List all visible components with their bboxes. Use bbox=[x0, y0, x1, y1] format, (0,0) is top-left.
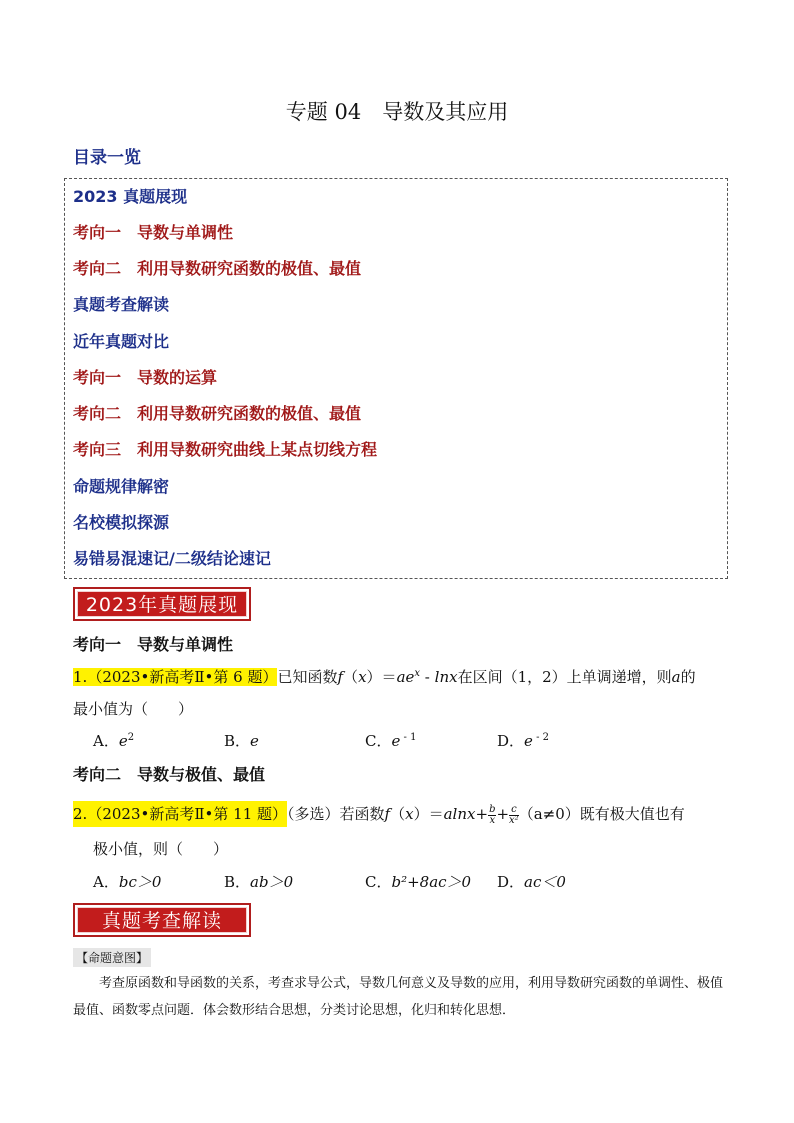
toc-box bbox=[64, 178, 728, 579]
toc-item[interactable]: 近年真题对比 bbox=[73, 332, 170, 351]
question-1-line-1: 1.（2023•新高考Ⅱ•第 6 题）已知函数$f(x)=ae^x - \ln x$在区间（1，2）上单调递增，则a的 bbox=[73, 668, 696, 686]
intent-paragraph: 考查原函数和导函数的关系，考查求导公式，导数几何意义及导数的应用，利用导数研究函数的单调性、极值最值、函数零点问题．体会数形结合思想，分类讨论思想，化归和转化思想． bbox=[73, 976, 724, 1018]
banner-label: 真题考查解读 bbox=[77, 907, 247, 933]
option-c[interactable]: C．e $^{- 1}$ bbox=[365, 732, 417, 750]
toc-item[interactable]: 考向二 利用导数研究函数的极值、最值 bbox=[73, 259, 362, 278]
section-heading: 考向一 导数与单调性 bbox=[73, 635, 234, 654]
question-1-line-2: 最小值为（ ） bbox=[73, 700, 194, 718]
fraction-c-over-x2: $\frac{c}{\text{x²}}$ bbox=[509, 803, 519, 826]
question-2-line-2: 极小值，则（ ） bbox=[93, 840, 229, 858]
toc-heading: 目录一览 bbox=[73, 148, 141, 168]
fraction-b-over-x: $\frac{b}{x}$ bbox=[489, 803, 496, 826]
toc-item[interactable]: 考向一 导数的运算 bbox=[73, 368, 218, 387]
option-c[interactable]: C．b²+8ac＞0 bbox=[365, 873, 472, 891]
toc-item[interactable]: 真题考查解读 bbox=[73, 295, 170, 314]
option-a[interactable]: A．bc＞0 bbox=[93, 873, 162, 891]
toc-item[interactable]: 名校模拟探源 bbox=[73, 513, 170, 532]
section-banner-2023 bbox=[73, 587, 251, 621]
intent-tag: 【命题意图】 bbox=[73, 948, 151, 967]
toc-item[interactable]: 考向三 利用导数研究曲线上某点切线方程 bbox=[73, 440, 378, 459]
banner-label: 2023年真题展现 bbox=[77, 591, 247, 617]
toc-item[interactable]: 考向二 利用导数研究函数的极值、最值 bbox=[73, 404, 362, 423]
option-a[interactable]: A．$e^2$ bbox=[93, 732, 135, 750]
page-title: 专题 04 导数及其应用 bbox=[285, 100, 509, 124]
option-b[interactable]: B．e bbox=[224, 732, 259, 750]
option-d[interactable]: D．ac＜0 bbox=[497, 873, 566, 891]
question-number-highlight: 2.（2023•新高考Ⅱ•第 11 题） bbox=[73, 801, 287, 827]
option-d[interactable]: D．e $^{- 2}$ bbox=[497, 732, 550, 750]
section-heading: 考向二 导数与极值、最值 bbox=[73, 765, 266, 784]
option-b[interactable]: B．ab＞0 bbox=[224, 873, 294, 891]
toc-item[interactable]: 易错易混速记/二级结论速记 bbox=[73, 549, 271, 568]
toc-item[interactable]: 命题规律解密 bbox=[73, 477, 170, 496]
question-2-line-1: 2.（2023•新高考Ⅱ•第 11 题）（多选）若函数f（x）＝alnx+ $\frac{b}{x}$ + $\frac{c}{\text{x²}}$ （a≠0）既有极大值也有 bbox=[73, 800, 685, 828]
question-number-highlight: 1.（2023•新高考Ⅱ•第 6 题） bbox=[73, 668, 278, 686]
section-banner-analysis bbox=[73, 903, 251, 937]
toc-item[interactable]: 考向一 导数与单调性 bbox=[73, 223, 234, 242]
toc-item[interactable]: 2023 真题展现 bbox=[73, 187, 188, 206]
